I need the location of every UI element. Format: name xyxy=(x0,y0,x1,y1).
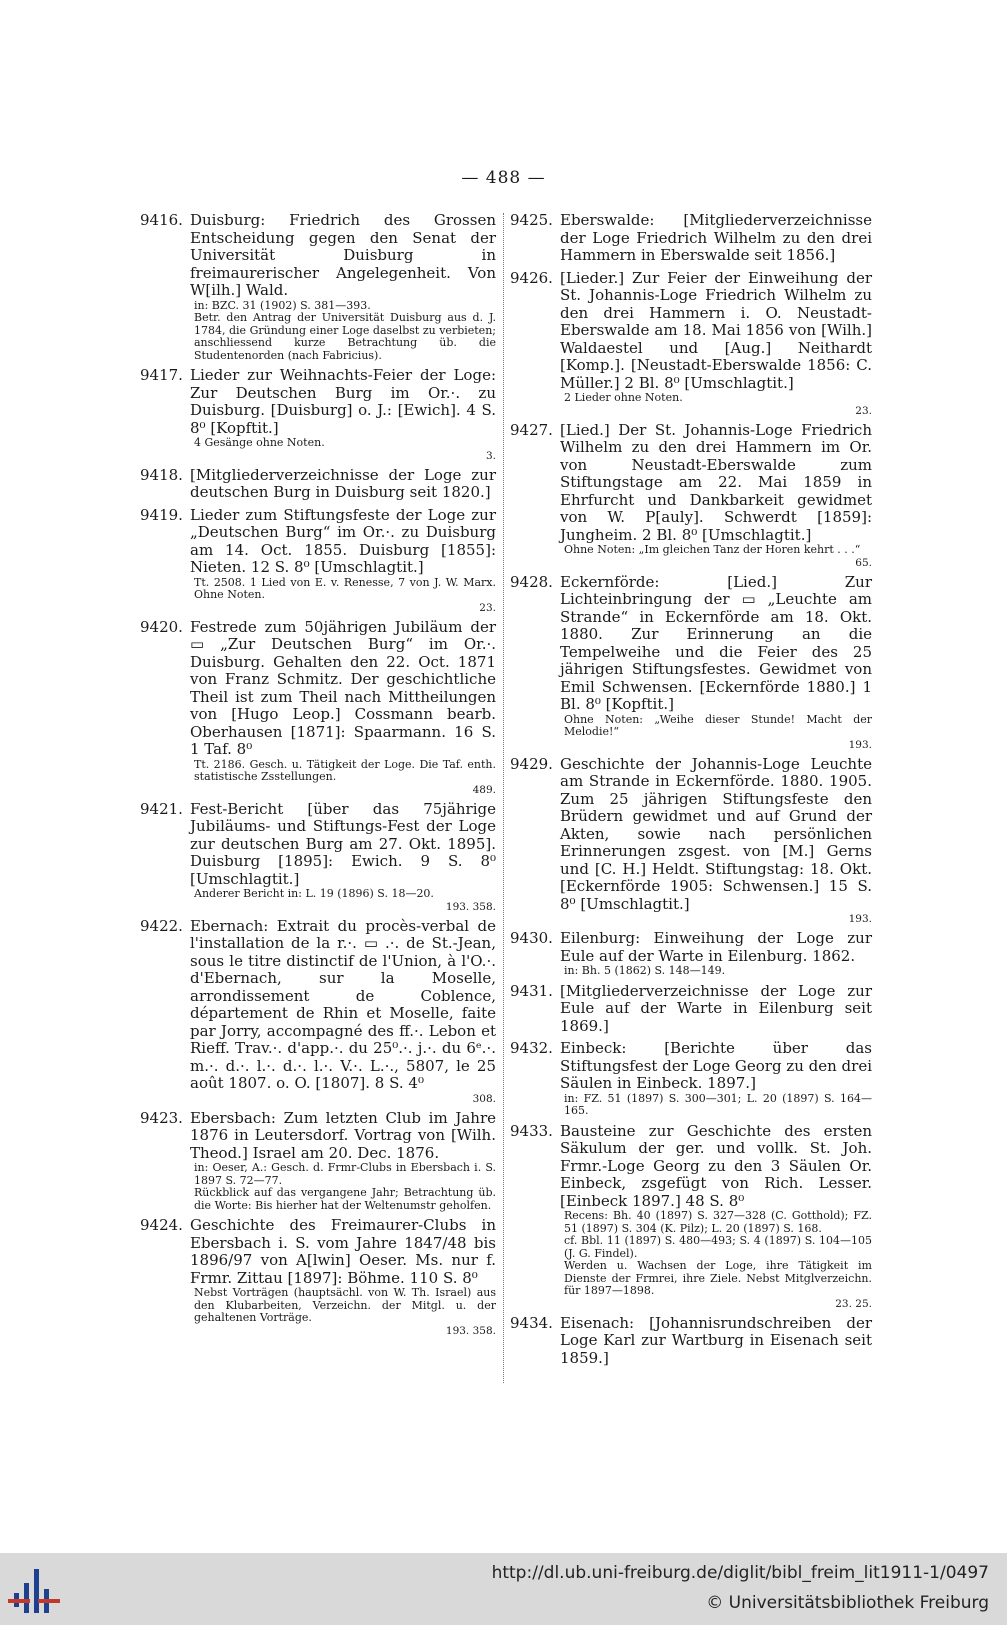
bibliography-entry xyxy=(140,212,496,362)
bibliography-entry xyxy=(140,467,496,502)
entry-text: [Lied.] Der St. Johannis-Loge Friedrich Wilhelm zu den drei Hammern im Or. von Neustadt-Eberswalde zum Stiftungstage am 22. Mai 1859 in Ehrfurcht und Dankbarkeit gewidmet von W. P[auly]. Schwerdt [1859]: Jungheim. 2 Bl. 8⁰ [Umschlagtit.] xyxy=(560,420,872,544)
bibliography-entry xyxy=(510,270,872,417)
entry-number: 9434. xyxy=(510,1313,553,1332)
bibliography-entry xyxy=(140,1110,496,1213)
entry-reference: 193. xyxy=(848,913,872,925)
entry-number: 9429. xyxy=(510,754,553,773)
entry-note: in: Oeser, A.: Gesch. d. Frmr-Clubs in Ebersbach i. S. 1897 S. 72—77. xyxy=(194,1161,496,1187)
entry-number: 9433. xyxy=(510,1121,553,1140)
bibliography-entry xyxy=(140,619,496,796)
entry-text: Duisburg: Friedrich des Grossen Entscheidung gegen den Senat der Universität Duisburg in freimaurerischer Angelegenheit. Von W[ilh.] Wald. xyxy=(190,211,496,299)
entry-text: Eberswalde: [Mitgliederverzeichnisse der Loge Friedrich Wilhelm zu den drei Hammern in Eberswalde seit 1856.] xyxy=(560,211,872,264)
bibliography-entry xyxy=(510,983,872,1036)
footer-bar xyxy=(0,1553,1007,1625)
bibliography-entry xyxy=(510,1040,872,1118)
bibliography-entry xyxy=(140,367,496,462)
bibliography-entry xyxy=(140,1217,496,1337)
bibliography-entry xyxy=(140,918,496,1105)
page-number: — 488 — xyxy=(461,168,546,188)
entry-text: [Mitgliederverzeichnisse der Loge zur deutschen Burg in Duisburg seit 1820.] xyxy=(190,465,496,501)
entry-text: Eisenach: [Johannisrundschreiben der Loge Karl zur Wartburg in Eisenach seit 1859.] xyxy=(560,1313,872,1367)
entry-note: Betr. den Antrag der Universität Duisburg aus d. J. 1784, die Gründung einer Loge daselbst zu verbieten; anschliessend kurze Betrachtung üb. die Studentenorden (nach Fabricius). xyxy=(194,311,496,362)
bibliography-entry xyxy=(510,422,872,569)
entry-number: 9432. xyxy=(510,1039,553,1057)
entry-text: Ebernach: Extrait du procès-verbal de l'installation de la r.·. ▭ .·. de St.-Jean, sous le titre distinctif de l'Union, à l'O.·. d'Ebernach, sur la Moselle, arrondissement de Coblence, département de Rhin et Moselle, faite par Jorry, accompagné des ff.·. Lebon et Rieff. Trav.·. d'app.·. du 25⁰.·. j.·. du 6ᵉ.·. m.·. d.·. l.·. d.·. l.·. V.·. L.·., 5807, le 25 août 1807. o. O. [1807]. 8 S. 4⁰ xyxy=(190,916,496,1092)
entry-number: 9416. xyxy=(140,211,183,229)
entry-text: Festrede zum 50jährigen Jubiläum der ▭ „Zur Deutschen Burg“ im Or.·. Duisburg. Gehalten den 22. Oct. 1871 von Franz Schmitz. Der geschichtliche Theil ist zum Theil nach Mittheilungen von [Hugo Leop.] Cossmann bearb. Oberhausen [1871]: Spaarmann. 16 S. 1 Taf. 8⁰ xyxy=(190,617,496,758)
entry-number: 9430. xyxy=(510,929,553,947)
entry-text: Lieder zur Weihnachts-Feier der Loge: Zur Deutschen Burg im Or.·. zu Duisburg. [Duisburg] o. J.: [Ewich]. 4 S. 8⁰ [Kopftit.] xyxy=(190,366,496,437)
entry-reference: 193. xyxy=(848,738,872,751)
entry-number: 9422. xyxy=(140,916,183,935)
bibliography-entry xyxy=(510,212,872,265)
bibliography-entry xyxy=(140,507,496,614)
entry-reference: 23. xyxy=(479,601,496,614)
entry-text: [Lieder.] Zur Feier der Einweihung der St. Johannis-Loge Friedrich Wilhelm zu den drei Hammern i. O. Neustadt-Eberswalde am 18. Mai 1856 von [Wilh.] Waldaestel und [Aug.] Neithardt [Komp.]. [Neustadt-Eberswalde 1856: C. Müller.] 2 Bl. 8⁰ [Umschlagtit.] xyxy=(560,268,872,392)
left-column xyxy=(140,212,496,1342)
entry-note: in: BZC. 31 (1902) S. 381—393. xyxy=(194,298,371,312)
entry-number: 9428. xyxy=(510,572,553,591)
entry-reference: 308. xyxy=(472,1092,496,1105)
right-column xyxy=(510,212,872,1372)
entry-text: Lieder zum Stiftungsfeste der Loge zur „Deutschen Burg“ im Or.·. zu Duisburg am 14. Oct. 1855. Duisburg [1855]: Nieten. 12 S. 8⁰ [Umschlagtit.] xyxy=(190,505,496,576)
entry-reference: 3. xyxy=(485,449,496,462)
entry-text: Fest-Bericht [über das 75jährige Jubiläums- und Stiftungs-Fest der Loge zur deutschen Burg am 27. Okt. 1895]. Duisburg [1895]: Ewich. 9 S. 8⁰ [Umschlagtit.] xyxy=(190,799,496,888)
entry-number: 9418. xyxy=(140,465,183,484)
entry-reference: 193. 358. xyxy=(445,1324,496,1337)
entry-number: 9427. xyxy=(510,420,553,439)
entry-note: in: Bh. 5 (1862) S. 148—149. xyxy=(564,964,726,977)
entry-text: Geschichte der Johannis-Loge Leuchte am Strande in Eckernförde. 1880. 1905. Zum 25 jährigen Stiftungsfeste den Brüdern gewidmet und auf Grund der Akten, sowie nach persönlichen Erinnerungen zsgest. von [M.] Gerns und [C. H.] Heldt. Stiftungstag: 18. Okt. [Eckernförde 1905: Schwensen.] 15 S. 8⁰ [Umschlagtit.] xyxy=(560,754,872,913)
entry-note: Werden u. Wachsen der Loge, ihre Tätigkeit im Dienste der Frmrei, ihre Ziele. Nebst Mitglverzeichn. für 1897—1898. xyxy=(564,1259,872,1297)
entry-text: Einbeck: [Berichte über das Stiftungsfest der Loge Georg zu den drei Säulen in Einbeck. 1897.] xyxy=(560,1039,872,1092)
entry-note: Tt. 2186. Gesch. u. Tätigkeit der Loge. Die Taf. enth. statistische Zsstellungen. xyxy=(194,757,496,783)
bibliography-entry xyxy=(140,801,496,913)
entry-reference: 23. 25. xyxy=(835,1297,872,1310)
entry-note: 4 Gesänge ohne Noten. xyxy=(194,436,325,449)
entry-note: cf. Bbl. 11 (1897) S. 480—493; S. 4 (1897) S. 104—105 (J. G. Findel). xyxy=(564,1234,872,1260)
entry-reference: 65. xyxy=(855,556,872,569)
entry-number: 9419. xyxy=(140,505,183,524)
entry-note: 2 Lieder ohne Noten. xyxy=(564,391,683,404)
entry-text: [Mitgliederverzeichnisse der Loge zur Eule auf der Warte in Eilenburg seit 1869.] xyxy=(560,981,872,1035)
entry-reference: 193. 358. xyxy=(445,900,496,913)
entry-note: Nebst Vorträgen (hauptsächl. von W. Th. Israel) aus den Klubarbeiten, Verzeichn. der Mitgl. u. der gehaltenen Vorträge. xyxy=(194,1286,496,1324)
bibliography-entry xyxy=(510,1123,872,1310)
university-library-logo xyxy=(8,1561,68,1619)
entry-text: Eilenburg: Einweihung der Loge zur Eule auf der Warte in Eilenburg. 1862. xyxy=(560,929,872,965)
bibliography-entry xyxy=(510,1315,872,1368)
entry-number: 9431. xyxy=(510,981,553,1000)
bibliography-entry xyxy=(510,930,872,978)
entry-number: 9421. xyxy=(140,799,183,818)
entry-note: Ohne Noten: „Weihe dieser Stunde! Macht der Melodie!“ xyxy=(564,712,872,738)
entry-text: Ebersbach: Zum letzten Club im Jahre 1876 in Leutersdorf. Vortrag von [Wilh. Theod.] Israel am 20. Dec. 1876. xyxy=(190,1108,496,1162)
entry-number: 9425. xyxy=(510,211,553,229)
column-divider xyxy=(503,213,504,1383)
entry-note: in: FZ. 51 (1897) S. 300—301; L. 20 (1897) S. 164—165. xyxy=(564,1091,872,1117)
footer-copyright: © Universitätsbibliothek Freiburg xyxy=(706,1593,989,1613)
entry-note: Tt. 2508. 1 Lied von E. v. Renesse, 7 von J. W. Marx. Ohne Noten. xyxy=(194,575,496,601)
bibliography-entry xyxy=(510,574,872,751)
entry-reference: 23. xyxy=(855,404,872,417)
entry-number: 9420. xyxy=(140,617,183,636)
bibliography-entry xyxy=(510,756,872,926)
entry-reference: 489. xyxy=(472,783,496,796)
entry-number: 9423. xyxy=(140,1108,183,1127)
entry-number: 9426. xyxy=(510,268,553,287)
entry-text: Geschichte des Freimaurer-Clubs in Ebersbach i. S. vom Jahre 1847/48 bis 1896/97 von A[lwin] Oeser. Ms. nur f. Frmr. Zittau [1897]: Böhme. 110 S. 8⁰ xyxy=(190,1216,496,1287)
entry-number: 9417. xyxy=(140,366,183,384)
entry-text: Eckernförde: [Lied.] Zur Lichteinbringung der ▭ „Leuchte am Strande“ in Eckernförde am 18. Okt. 1880. Zur Erinnerung an die Tempelweihe und die Feier des 25 jährigen Stiftungsfestes. Gewidmet von Emil Schwensen. [Eckernförde 1880.] 1 Bl. 8⁰ [Kopftit.] xyxy=(560,572,872,713)
entry-note: Ohne Noten: „Im gleichen Tanz der Horen kehrt . . .“ xyxy=(564,543,861,556)
entry-number: 9424. xyxy=(140,1216,183,1234)
entry-note: Recens: Bh. 40 (1897) S. 327—328 (C. Gotthold); FZ. 51 (1897) S. 304 (K. Pilz); L. 20 (1897) S. 168. xyxy=(564,1209,872,1235)
footer-url-link[interactable]: http://dl.ub.uni-freiburg.de/diglit/bibl_freim_lit1911-1/0497 xyxy=(491,1563,989,1583)
entry-note: Rückblick auf das vergangene Jahr; Betrachtung üb. die Worte: Bis hierher hat der Weltenumstr geholfen. xyxy=(194,1186,496,1212)
entry-note: Anderer Bericht in: L. 19 (1896) S. 18—20. xyxy=(194,887,434,900)
entry-text: Bausteine zur Geschichte des ersten Säkulum der ger. und vollk. St. Joh. Frmr.-Loge Georg zu den 3 Säulen Or. Einbeck, zsgefügt von Rich. Lesser. [Einbeck 1897.] 48 S. 8⁰ xyxy=(560,1121,872,1210)
